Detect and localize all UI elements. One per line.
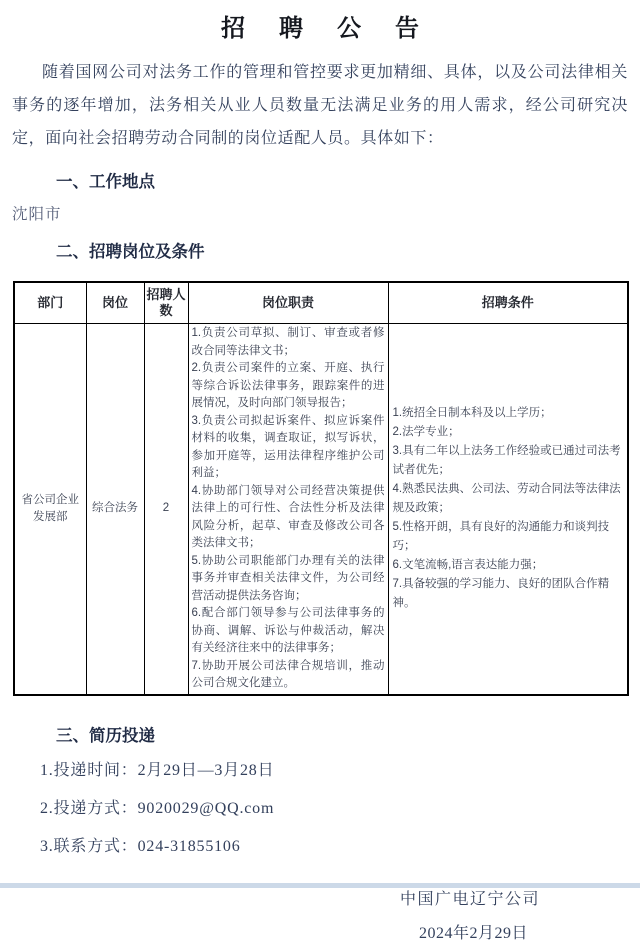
requirement-item: 1.统招全日制本科及以上学历； [392, 407, 552, 420]
cell-department: 省公司企业发展部 [14, 324, 86, 695]
requirement-item: 3.具有二年以上法务工作经验或已通过司法考试者优先； [392, 445, 621, 477]
section-heading-positions: 二、招聘岗位及条件 [56, 243, 205, 261]
intro-paragraph: 随着国网公司对法务工作的管理和管控要求更加精细、具体，以及公司法律相关事务的逐年增加，法务相关从业人员数量无法满足业务的用人需求，经公司研究决定，面向社会招聘劳动合同制的岗位适配人员。具体如下： [12, 64, 628, 147]
section-heading-resume: 三、简历投递 [56, 726, 155, 745]
duty-item: 4.协助部门领导对公司经营决策提供法律上的可行性、合法性分析及法律风险分析，起草、审查及修改公司各类法律文书； [191, 484, 385, 549]
requirement-item: 5.性格开朗，具有良好的沟通能力和谈判技巧； [392, 521, 610, 553]
resume-list-item: 2.投递方式：9020029@QQ.com [40, 799, 275, 817]
requirement-item: 7.具备较强的学习能力、良好的团队合作精神。 [392, 578, 610, 610]
duty-item: 3.负责公司拟起诉案件、拟应诉案件材料的收集，调查取证，拟写诉状，参加开庭等，运用法律程序维护公司利益； [191, 414, 385, 479]
bottom-edge-bar [0, 883, 640, 888]
section-heading-work-location: 一、工作地点 [56, 173, 155, 191]
table-header-row [14, 282, 628, 324]
duty-item: 5.协助公司职能部门办理有关的法律事务并审查相关法律文件，为公司经营活动提供法务咨询； [191, 554, 385, 602]
duty-item: 2.负责公司案件的立案、开庭、执行等综合诉讼法律事务，跟踪案件的进展情况，及时向部门领导报告； [191, 362, 385, 409]
resume-list-item: 1.投递时间：2月29日—3月28日 [40, 761, 275, 779]
table-row [14, 324, 628, 695]
cell-requirements [388, 324, 628, 695]
requirement-item: 4.熟悉民法典、公司法、劳动合同法等法律法规及政策； [392, 483, 621, 515]
page-title: 招 聘 公 告 [221, 16, 433, 42]
cell-headcount: 2 [144, 324, 188, 695]
col-header-duties: 岗位职责 [188, 282, 388, 324]
col-header-position: 岗位 [86, 282, 144, 324]
cell-duties [188, 324, 388, 695]
resume-list-item: 3.联系方式：024-31855106 [40, 837, 241, 855]
col-header-department: 部门 [14, 282, 86, 324]
requirement-item: 2.法学专业； [392, 426, 460, 439]
cell-position: 综合法务 [86, 324, 144, 695]
requirement-item: 6.文笔流畅,语言表达能力强； [392, 559, 544, 572]
recruitment-table [13, 281, 629, 696]
work-location-value: 沈阳市 [12, 206, 62, 223]
duty-item: 7.协助开展公司法律合规培训，推动公司合规文化建立。 [191, 659, 385, 689]
duty-item: 1.负责公司草拟、制订、审查或者修改合同等法律文书； [191, 327, 385, 357]
col-header-requirements: 招聘条件 [388, 282, 628, 324]
footer-company-name: 中国广电辽宁公司 [399, 890, 540, 908]
duty-item: 6.配合部门领导参与公司法律事务的协商、调解、诉讼与仲裁活动，解决有关经济往来中的法律事务； [191, 607, 385, 654]
col-header-headcount: 招聘人数 [144, 282, 188, 324]
footer-date: 2024年2月29日 [418, 924, 528, 942]
resume-submission-list [40, 761, 640, 857]
